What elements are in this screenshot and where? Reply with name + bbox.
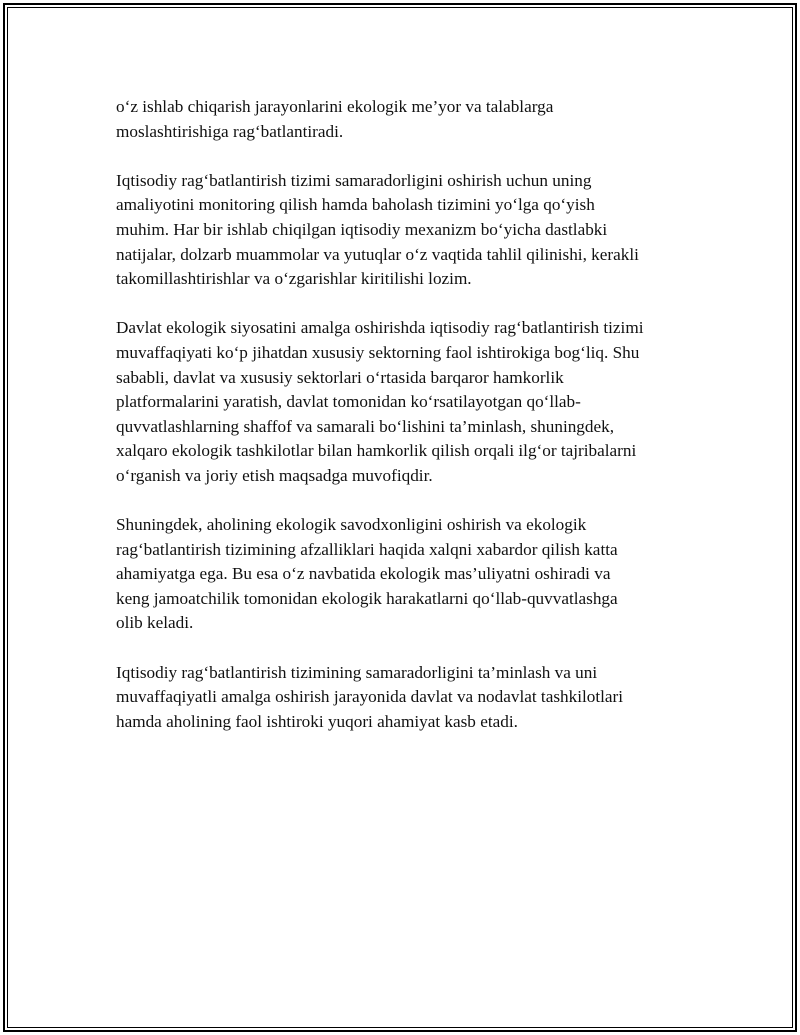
- document-body: [116, 95, 706, 759]
- paragraph-4: [116, 513, 706, 636]
- text-line: Iqtisodiy rag‘batlantirish tizimi samaradorligini oshirish uchun uning: [116, 170, 592, 190]
- text-line: hamda aholining faol ishtiroki yuqori ahamiyat kasb etadi.: [116, 711, 518, 731]
- text-line: ahamiyatga ega. Bu esa o‘z navbatida ekologik mas’uliyatni oshiradi va: [116, 564, 611, 584]
- text-line: natijalar, dolzarb muammolar va yutuqlar o‘z vaqtida tahlil qilinishi, kerakli: [116, 244, 639, 264]
- text-line: muvaffaqiyati ko‘p jihatdan xususiy sektorning faol ishtirokiga bog‘liq. Shu: [116, 342, 640, 362]
- text-line: takomillashtirishlar va o‘zgarishlar kiritilishi lozim.: [116, 269, 472, 289]
- text-line: moslashtirishiga rag‘batlantiradi.: [116, 121, 344, 141]
- text-line: keng jamoatchilik tomonidan ekologik harakatlarni qo‘llab-quvvatlashga: [116, 588, 618, 608]
- paragraph-1: [116, 95, 706, 144]
- text-line: olib keladi.: [116, 613, 194, 633]
- text-line: quvvatlashlarning shaffof va samarali bo‘lishini ta’minlash, shuningdek,: [116, 416, 615, 436]
- document-page: [3, 3, 797, 1032]
- text-line: xalqaro ekologik tashkilotlar bilan hamkorlik qilish orqali ilg‘or tajribalarni: [116, 441, 637, 461]
- text-line: Shuningdek, aholining ekologik savodxonligini oshirish va ekologik: [116, 515, 587, 535]
- paragraph-5: [116, 661, 706, 735]
- text-line: muhim. Har bir ishlab chiqilgan iqtisodiy mexanizm bo‘yicha dastlabki: [116, 219, 608, 239]
- text-line: rag‘batlantirish tizimining afzalliklari haqida xalqni xabardor qilish katta: [116, 539, 618, 559]
- text-line: sababli, davlat va xususiy sektorlari o‘rtasida barqaror hamkorlik: [116, 367, 564, 387]
- text-line: Iqtisodiy rag‘batlantirish tizimining samaradorligini ta’minlash va uni: [116, 662, 598, 682]
- text-line: amaliyotini monitoring qilish hamda baholash tizimini yo‘lga qo‘yish: [116, 195, 595, 215]
- paragraph-2: [116, 169, 706, 292]
- text-line: Davlat ekologik siyosatini amalga oshirishda iqtisodiy rag‘batlantirish tizimi: [116, 318, 644, 338]
- paragraph-3: [116, 316, 706, 488]
- text-line: o‘rganish va joriy etish maqsadga muvofiqdir.: [116, 465, 433, 485]
- text-line: o‘z ishlab chiqarish jarayonlarini ekologik me’yor va talablarga: [116, 97, 554, 116]
- text-line: platformalarini yaratish, davlat tomonidan ko‘rsatilayotgan qo‘llab-: [116, 392, 581, 412]
- text-line: muvaffaqiyatli amalga oshirish jarayonida davlat va nodavlat tashkilotlari: [116, 687, 624, 707]
